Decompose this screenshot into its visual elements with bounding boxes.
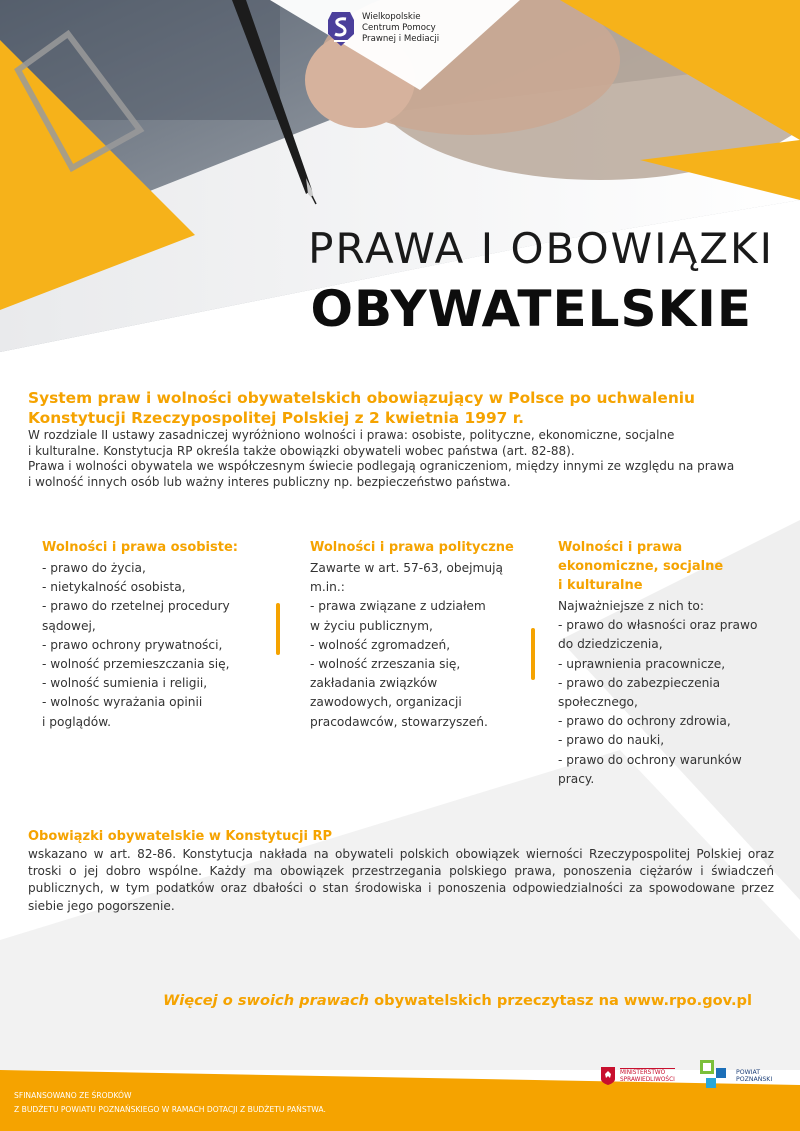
column-heading bbox=[558, 538, 778, 595]
list-item: - uprawnienia pracownicze, bbox=[558, 656, 726, 671]
list-item: zakładania związków bbox=[310, 676, 438, 691]
column-description bbox=[310, 559, 525, 597]
list-item: i poglądów. bbox=[42, 714, 111, 729]
list-item: sądowej, bbox=[42, 618, 96, 633]
list-item: - wolność zrzeszania się, bbox=[310, 657, 461, 672]
logo-line-1: Wielkopolskie bbox=[362, 12, 421, 22]
list-item: w życiu publicznym, bbox=[310, 618, 433, 633]
ministry-line: SPRAWIEDLIWOŚCI bbox=[620, 1077, 675, 1083]
list-item: do dziedziczenia, bbox=[558, 637, 663, 652]
list-item: - wolnośc wyrażania opinii bbox=[42, 695, 203, 710]
list-item: zawodowych, organizacji bbox=[310, 695, 462, 710]
list-item: - prawo do życia, bbox=[42, 561, 146, 575]
more-info-link-text: obywatelskich przeczytasz na www.rpo.gov.pl bbox=[369, 992, 752, 1009]
column-heading bbox=[42, 538, 267, 557]
list-item: społecznego, bbox=[558, 695, 638, 710]
powiat-poznanski-logo-icon bbox=[700, 1060, 732, 1092]
page-title-line-2: OBYWATELSKIE bbox=[310, 280, 752, 338]
column-economic-rights bbox=[558, 538, 778, 789]
duties-body: wskazano w art. 82-86. Konstytucja nakłada na obywateli polskich obowiązek wierności Rzeczypospolitej Polskiej oraz troski o jej dobro wspólne. Każdy ma obowiązek przestrzegania polskiego prawa, ponoszenia ciężarów i świadczeń publicznych, w tym podatków oraz dbałości o stan środowiska i ponoszenia odpowiedzialności za spowodowane przez siebie jego pogorszenie. bbox=[28, 847, 774, 913]
powiat-logo bbox=[700, 1060, 772, 1092]
more-info-line bbox=[163, 992, 752, 1009]
page-title-line-1: PRAWA I OBOWIĄZKI bbox=[308, 224, 774, 273]
column-heading-line: ekonomiczne, socjalne bbox=[558, 559, 724, 574]
list-item: - wolność zgromadzeń, bbox=[310, 637, 451, 652]
column-political-rights bbox=[310, 538, 525, 732]
list-item: pracodawców, stowarzyszeń. bbox=[310, 714, 488, 729]
wcpp-logo bbox=[326, 10, 439, 48]
powiat-line: POWIAT bbox=[736, 1068, 761, 1076]
column-personal-rights bbox=[42, 538, 267, 732]
duties-heading: Obowiązki obywatelskie w Konstytucji RP bbox=[28, 829, 333, 844]
wcpp-logo-icon bbox=[326, 10, 356, 48]
rights-list bbox=[558, 616, 778, 789]
column-heading-line: Wolności i prawa osobiste: bbox=[42, 540, 238, 555]
column-description bbox=[558, 597, 778, 616]
intro-line: Prawa i wolności obywatela we współczesnym świecie podlegają ograniczeniom, między innymi ze względu na prawa bbox=[28, 459, 735, 473]
column-description-line: Zawarte w art. 57-63, obejmują bbox=[310, 561, 503, 575]
list-item: - wolność przemieszczania się, bbox=[42, 657, 230, 672]
column-heading-line: Wolności i prawa polityczne bbox=[310, 540, 514, 555]
duties-section bbox=[28, 828, 774, 915]
column-heading-line: i kulturalne bbox=[558, 578, 643, 593]
column-heading-line: Wolności i prawa bbox=[558, 540, 683, 555]
logo-line-2: Centrum Pomocy bbox=[362, 23, 436, 33]
logo-line-3: Prawnej i Mediacji bbox=[362, 34, 440, 44]
list-item: - nietykalność osobista, bbox=[42, 580, 186, 595]
intro-section bbox=[28, 388, 776, 490]
list-item: - prawo do nauki, bbox=[558, 733, 665, 748]
list-item: - prawo do rzetelnej procedury bbox=[42, 599, 230, 614]
intro-line: i kulturalne. Konstytucja RP określa także obowiązki obywateli wobec państwa (art. 82-88). bbox=[28, 443, 575, 458]
ministry-logo bbox=[600, 1066, 675, 1086]
rights-list bbox=[310, 597, 525, 731]
funding-note bbox=[14, 1089, 326, 1117]
list-item: - prawo do ochrony warunków bbox=[558, 752, 742, 767]
column-description-line: m.in.: bbox=[310, 580, 345, 595]
intro-heading: System praw i wolności obywatelskich obowiązujący w Polsce po uchwaleniu Konstytucji Rzeczypospolitej Polskiej z 2 kwietnia 1997 r. bbox=[28, 389, 696, 427]
list-item: - prawa związane z udziałem bbox=[310, 599, 486, 614]
list-item: - prawo do własności oraz prawo bbox=[558, 618, 758, 633]
list-item: pracy. bbox=[558, 771, 595, 786]
list-item: - prawo do zabezpieczenia bbox=[558, 675, 721, 690]
column-divider bbox=[276, 603, 280, 655]
ministry-line: MINISTERSTWO bbox=[620, 1070, 666, 1076]
powiat-line: POZNAŃSKI bbox=[736, 1076, 773, 1083]
list-item: - prawo ochrony prywatności, bbox=[42, 637, 223, 652]
intro-line: i wolność innych osób lub ważny interes publiczny np. bezpieczeństwo państwa. bbox=[28, 474, 511, 489]
funding-line: Z BUDŻETU POWIATU POZNAŃSKIEGO W RAMACH DOTACJI Z BUDŻETU PAŃSTWA. bbox=[14, 1105, 326, 1114]
list-item: - wolność sumienia i religii, bbox=[42, 676, 208, 691]
column-divider bbox=[531, 628, 535, 680]
funding-line: SFINANSOWANO ZE ŚRODKÓW bbox=[14, 1091, 132, 1100]
rights-list bbox=[42, 559, 267, 732]
polish-eagle-icon bbox=[600, 1066, 616, 1086]
list-item: - prawo do ochrony zdrowia, bbox=[558, 714, 731, 729]
column-description-line: Najważniejsze z nich to: bbox=[558, 599, 704, 613]
column-heading bbox=[310, 538, 525, 557]
more-info-emphasis: Więcej o swoich prawach bbox=[163, 992, 370, 1009]
intro-line: W rozdziale II ustawy zasadniczej wyróżniono wolności i prawa: osobiste, polityczne, ekonomiczne, socjalne bbox=[28, 428, 675, 442]
